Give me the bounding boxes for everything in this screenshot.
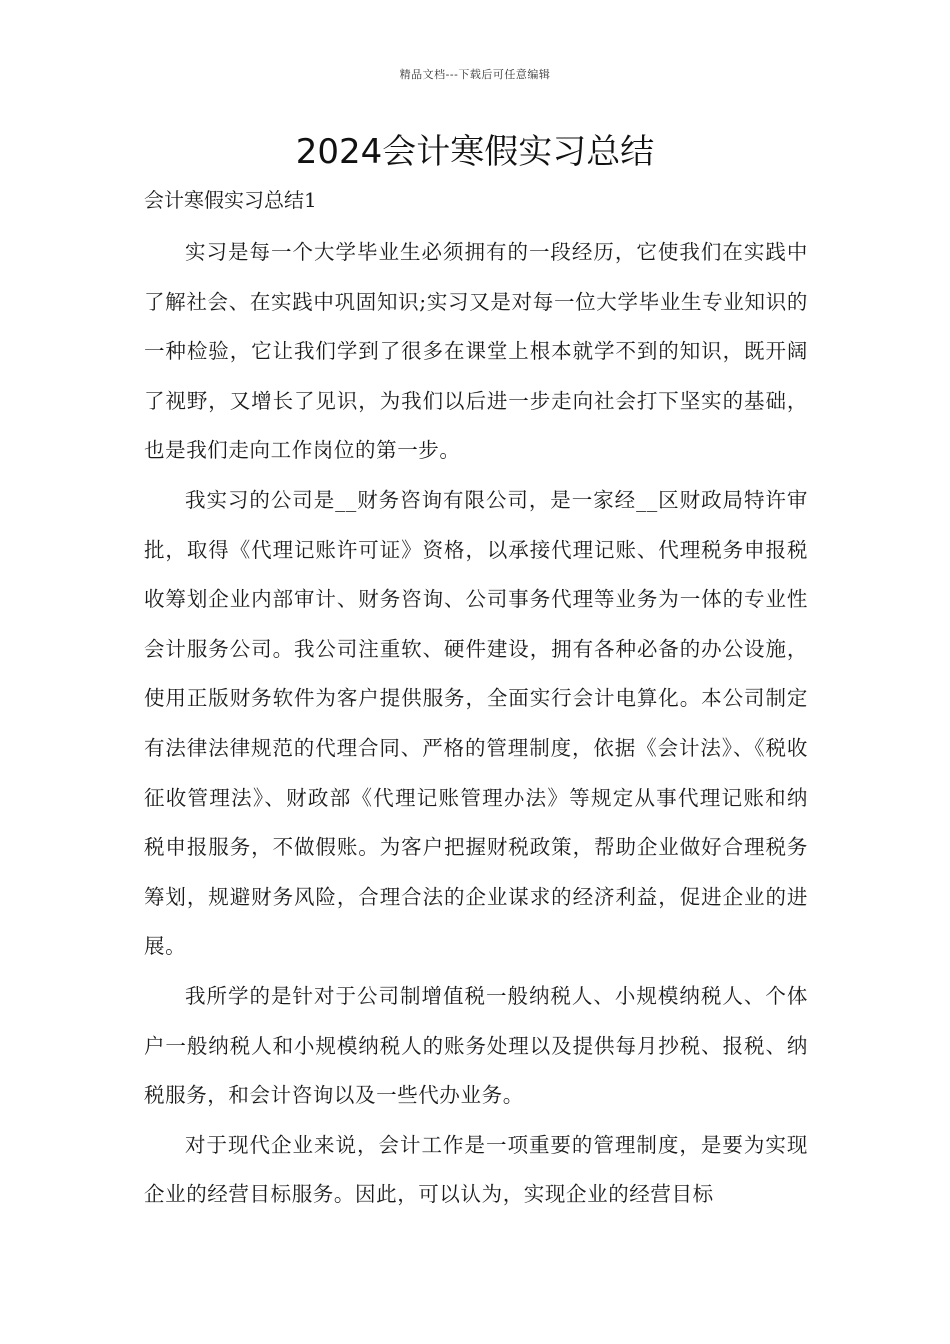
section-subtitle: 会计寒假实习总结1 (144, 188, 317, 212)
paragraph-2: 我实习的公司是__财务咨询有限公司，是一家经__区财政局特许审批，取得《代理记账许可证》资格，以承接代理记账、代理税务申报税收筹划企业内部审计、财务咨询、公司事务代理等业务为一体的专业性会计服务公司。我公司注重软、硬件建设，拥有各种必备的办公设施，使用正版财务软件为客户提供服务，全面实行会计电算化。本公司制定有法律法律规范的代理合同、严格的管理制度，依据《会计法》、《税收征收管理法》、财政部《代理记账管理办法》等规定从事代理记账和纳税申报服务，不做假账。为客户把握财税政策，帮助企业做好合理税务筹划，规避财务风险，合理合法的企业谋求的经济利益，促进企业的进展。 (144, 487, 808, 959)
paragraph-3: 我所学的是针对于公司制增值税一般纳税人、小规模纳税人、个体户一般纳税人和小规模纳税人的账务处理以及提供每月抄税、报税、纳税服务，和会计咨询以及一些代办业务。 (144, 983, 808, 1108)
document-title: 2024会计寒假实习总结 (295, 132, 655, 172)
header-note: 精品文档---下载后可任意编辑 (399, 68, 551, 81)
body-text (144, 228, 808, 1220)
paragraph-4: 对于现代企业来说，会计工作是一项重要的管理制度，是要为实现企业的经营目标服务。因此，可以认为，实现企业的经营目标 (144, 1132, 808, 1207)
paragraph-1: 实习是每一个大学毕业生必须拥有的一段经历，它使我们在实践中了解社会、在实践中巩固知识;实习又是对每一位大学毕业生专业知识的一种检验，它让我们学到了很多在课堂上根本就学不到的知识，既开阔了视野，又增长了见识，为我们以后进一步走向社会打下坚实的基础，也是我们走向工作岗位的第一步。 (144, 240, 808, 463)
